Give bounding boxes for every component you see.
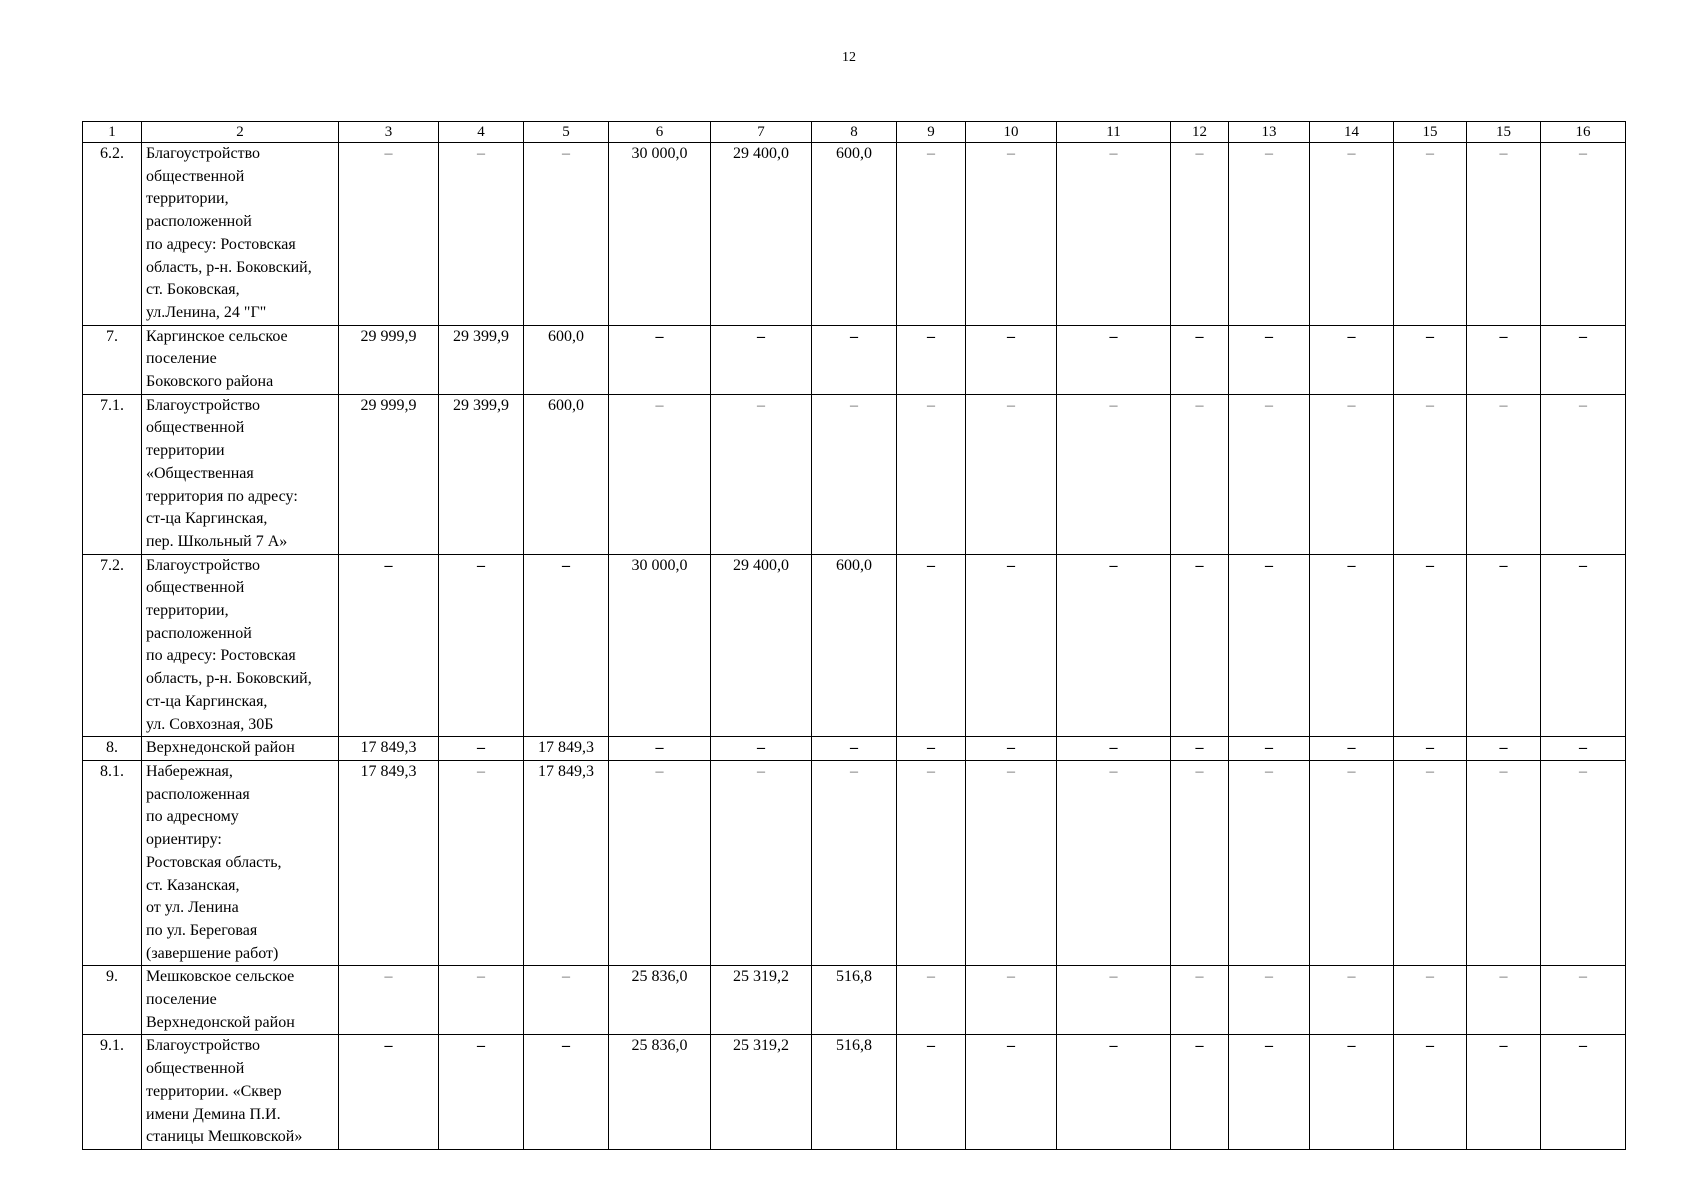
column-header: 10 [966,122,1057,143]
column-header: 3 [339,122,439,143]
column-header: 14 [1310,122,1394,143]
value-cell: 29 399,9 [439,394,524,554]
value-cell: – [966,554,1057,737]
value-cell: – [1057,143,1171,326]
object-name-text: Верхнедонской район [146,739,295,757]
value-cell: – [339,554,439,737]
value-cell: – [1541,760,1626,965]
value-cell: – [897,1035,966,1150]
column-header: 2 [142,122,339,143]
row-number: 9.1. [83,1035,142,1150]
value-cell: – [1394,325,1467,394]
value-cell: – [524,143,609,326]
value-cell: – [897,394,966,554]
value-cell: – [1171,966,1229,1035]
row-number: 7. [83,325,142,394]
value-cell: – [1229,1035,1310,1150]
row-number: 6.2. [83,143,142,326]
row-number: 9. [83,966,142,1035]
column-header: 1 [83,122,142,143]
value-cell: – [1171,394,1229,554]
value-cell: 30 000,0 [609,143,711,326]
value-cell: – [1057,966,1171,1035]
table-row [83,737,1626,761]
object-name [142,1035,339,1150]
value-cell: – [609,394,711,554]
table-row [83,966,1626,1035]
value-cell: – [1310,1035,1394,1150]
value-cell: – [1467,966,1541,1035]
value-cell: – [1057,760,1171,965]
column-header: 9 [897,122,966,143]
value-cell: – [1310,966,1394,1035]
header-row [83,122,1626,143]
value-cell: – [1057,1035,1171,1150]
value-cell: – [966,737,1057,761]
value-cell: – [897,554,966,737]
column-header: 13 [1229,122,1310,143]
object-name [142,966,339,1035]
data-table [82,121,1626,1150]
table-row [83,554,1626,737]
column-header: 15 [1394,122,1467,143]
value-cell: – [711,760,812,965]
value-cell: 600,0 [812,143,897,326]
value-cell: 29 999,9 [339,325,439,394]
value-cell: – [1310,760,1394,965]
value-cell: – [439,760,524,965]
value-cell: – [1171,325,1229,394]
value-cell: – [524,1035,609,1150]
column-header: 6 [609,122,711,143]
value-cell: 17 849,3 [339,737,439,761]
value-cell: – [812,394,897,554]
object-name [142,325,339,394]
row-number: 7.2. [83,554,142,737]
value-cell: – [1229,737,1310,761]
value-cell: – [1541,737,1626,761]
value-cell: – [339,143,439,326]
value-cell: – [1394,554,1467,737]
object-name-text: Каргинское сельское поселение Боковского района [146,327,288,391]
object-name-text: Благоустройство общественной территории, расположенной по адресу: Ростовская область, р-н. Боковский, ст-ца Каргинская, ул. Совхозная, 30Б [146,556,312,733]
value-cell: – [609,325,711,394]
value-cell: – [1394,394,1467,554]
value-cell: – [1467,394,1541,554]
column-header: 11 [1057,122,1171,143]
table-row [83,325,1626,394]
value-cell: – [1394,737,1467,761]
value-cell: – [897,325,966,394]
value-cell: – [339,1035,439,1150]
value-cell: – [1310,394,1394,554]
value-cell: – [966,1035,1057,1150]
value-cell: 25 836,0 [609,1035,711,1150]
value-cell: – [1541,394,1626,554]
value-cell: – [812,325,897,394]
value-cell: – [812,737,897,761]
value-cell: – [897,143,966,326]
value-cell: 17 849,3 [524,760,609,965]
object-name-text: Благоустройство общественной территории. «Сквер имени Демина П.И. станицы Мешковской» [146,1037,303,1146]
value-cell: – [1171,737,1229,761]
value-cell: – [1229,554,1310,737]
value-cell: – [524,966,609,1035]
value-cell: – [1229,966,1310,1035]
row-number: 7.1. [83,394,142,554]
column-header: 5 [524,122,609,143]
value-cell: – [1541,1035,1626,1150]
value-cell: – [439,1035,524,1150]
value-cell: – [439,737,524,761]
value-cell: – [1467,325,1541,394]
value-cell: 25 836,0 [609,966,711,1035]
value-cell: – [1467,737,1541,761]
value-cell: – [711,394,812,554]
object-name-text: Мешковское сельское поселение Верхнедонской район [146,968,295,1031]
value-cell: – [812,760,897,965]
value-cell: – [439,966,524,1035]
value-cell: – [966,966,1057,1035]
row-number: 8.1. [83,760,142,965]
object-name [142,143,339,326]
value-cell: 25 319,2 [711,1035,812,1150]
value-cell: 17 849,3 [339,760,439,965]
column-header: 8 [812,122,897,143]
value-cell: – [439,554,524,737]
value-cell: – [1310,554,1394,737]
row-number: 8. [83,737,142,761]
value-cell: – [1229,143,1310,326]
value-cell: 29 399,9 [439,325,524,394]
value-cell: – [1310,143,1394,326]
value-cell: – [1541,143,1626,326]
value-cell: – [1467,143,1541,326]
value-cell: – [966,325,1057,394]
column-header: 16 [1541,122,1626,143]
value-cell: – [1057,325,1171,394]
value-cell: – [711,737,812,761]
object-name [142,394,339,554]
value-cell: – [1229,394,1310,554]
object-name-text: Благоустройство общественной территории, расположенной по адресу: Ростовская область, р-н. Боковский, ст. Боковская, ул.Ленина, 24 "Г" [146,145,312,321]
value-cell: – [1467,1035,1541,1150]
object-name-text: Набережная, расположенная по адресному ориентиру: Ростовская область, ст. Казанская, от ул. Ленина по ул. Береговая (завершение работ) [146,762,282,962]
value-cell: 600,0 [812,554,897,737]
value-cell: 516,8 [812,966,897,1035]
table-row [83,143,1626,326]
value-cell: – [1541,325,1626,394]
object-name [142,554,339,737]
value-cell: – [1057,394,1171,554]
object-name [142,760,339,965]
value-cell: – [1310,737,1394,761]
value-cell: – [966,143,1057,326]
value-cell: – [1541,966,1626,1035]
value-cell: – [339,966,439,1035]
value-cell: 29 400,0 [711,554,812,737]
column-header: 7 [711,122,812,143]
table-row [83,760,1626,965]
value-cell: 600,0 [524,325,609,394]
value-cell: – [1229,760,1310,965]
value-cell: – [1229,325,1310,394]
value-cell: – [524,554,609,737]
value-cell: – [439,143,524,326]
value-cell: – [1057,554,1171,737]
value-cell: 17 849,3 [524,737,609,761]
column-header: 4 [439,122,524,143]
value-cell: – [1171,1035,1229,1150]
value-cell: – [1541,554,1626,737]
value-cell: – [609,760,711,965]
table-row [83,394,1626,554]
value-cell: – [1394,1035,1467,1150]
value-cell: – [897,737,966,761]
value-cell: – [1171,554,1229,737]
object-name [142,737,339,761]
table-body [83,122,1626,1150]
value-cell: – [966,760,1057,965]
value-cell: – [711,325,812,394]
value-cell: – [1171,760,1229,965]
table-row [83,1035,1626,1150]
value-cell: – [1171,143,1229,326]
value-cell: 600,0 [524,394,609,554]
value-cell: – [1394,760,1467,965]
value-cell: 25 319,2 [711,966,812,1035]
value-cell: – [897,760,966,965]
value-cell: – [897,966,966,1035]
value-cell: 30 000,0 [609,554,711,737]
value-cell: – [966,394,1057,554]
value-cell: 29 999,9 [339,394,439,554]
value-cell: – [1467,760,1541,965]
value-cell: – [1057,737,1171,761]
value-cell: – [1467,554,1541,737]
value-cell: – [1394,966,1467,1035]
value-cell: – [1310,325,1394,394]
column-header: 15 [1467,122,1541,143]
value-cell: 516,8 [812,1035,897,1150]
value-cell: 29 400,0 [711,143,812,326]
value-cell: – [1394,143,1467,326]
page-number: 12 [842,50,856,65]
object-name-text: Благоустройство общественной территории «Общественная территория по адресу: ст-ца Каргинская, пер. Школьный 7 А» [146,396,298,550]
column-header: 12 [1171,122,1229,143]
value-cell: – [609,737,711,761]
